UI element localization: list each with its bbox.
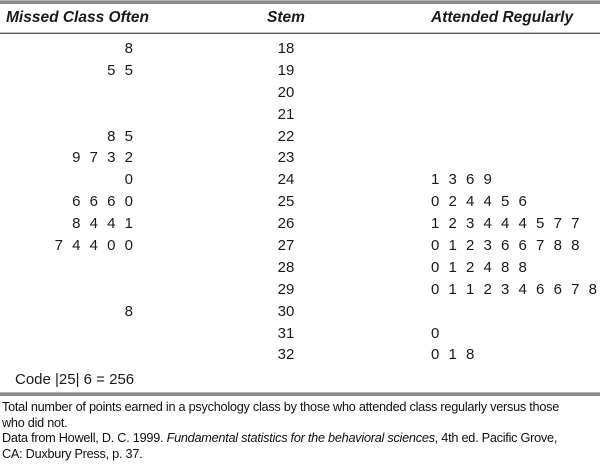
right-leaves: 0 1 2 3 6 6 7 8 8 — [431, 237, 580, 255]
stem-leaf-row — [0, 323, 600, 345]
figure-caption — [0, 396, 600, 462]
stem-value: 25 — [277, 193, 295, 211]
citation-suffix: , 4th ed. Pacific Grove, — [434, 431, 558, 445]
citation-title: Fundamental statistics for the behavioral sciences — [166, 431, 435, 445]
left-leaves: 8 — [124, 302, 133, 320]
stem-value: 21 — [277, 105, 295, 123]
stem-leaf-row — [0, 104, 600, 126]
header-missed-class-often: Missed Class Often — [6, 9, 149, 26]
stem-leaf-row — [0, 169, 600, 191]
stem-leaf-row — [0, 279, 600, 301]
caption-citation — [2, 431, 598, 447]
stem-leaf-row — [0, 257, 600, 279]
caption-citation-line-2: CA: Duxbury Press, p. 37. — [2, 446, 143, 461]
right-leaves: 1 2 3 4 4 4 5 7 7 — [431, 215, 580, 233]
header-stem: Stem — [267, 9, 305, 26]
header-attended-regularly: Attended Regularly — [431, 9, 574, 26]
right-leaves: 0 1 2 4 8 8 — [431, 258, 527, 276]
left-leaves: 7 4 4 0 0 — [54, 237, 133, 255]
left-leaves: 0 — [124, 171, 133, 189]
left-leaves: 6 6 6 0 — [72, 193, 133, 211]
caption-line-1: Total number of points earned in a psychology class by those who attended class regularly versus those — [2, 400, 560, 414]
right-leaves: 0 1 1 2 3 4 6 6 7 8 — [431, 280, 597, 298]
stem-value: 29 — [277, 280, 295, 298]
stem-value: 26 — [277, 215, 295, 233]
caption-line-2: who did not. — [2, 415, 68, 430]
stem-value: 30 — [277, 302, 295, 320]
stem-value: 31 — [277, 324, 295, 342]
left-leaves: 5 5 — [107, 61, 133, 79]
stem-value: 19 — [277, 61, 295, 79]
stem-leaf-row — [0, 60, 600, 82]
left-leaves: 8 — [124, 40, 133, 57]
code-note: Code |25| 6 = 256 — [15, 371, 135, 388]
stem-leaf-row — [0, 147, 600, 169]
stem-value: 32 — [277, 346, 295, 364]
stem-leaf-row — [0, 213, 600, 235]
right-leaves: 0 — [431, 324, 440, 342]
stem-leaf-row — [0, 235, 600, 257]
table-header — [0, 4, 600, 32]
stem-leaf-row — [0, 126, 600, 148]
stem-leaf-row — [0, 191, 600, 213]
stem-value: 23 — [277, 149, 295, 167]
right-leaves: 0 1 8 — [431, 346, 475, 364]
stem-value: 28 — [277, 258, 295, 276]
stem-value: 24 — [277, 171, 295, 189]
stem-leaf-row — [0, 82, 600, 104]
right-leaves: 0 2 4 4 5 6 — [431, 193, 527, 211]
stem-leaf-row — [0, 38, 600, 60]
stem-leaf-rows — [0, 34, 600, 367]
right-leaves: 1 3 6 9 — [431, 171, 492, 189]
left-leaves: 8 5 — [107, 127, 133, 145]
citation-prefix: Data from Howell, D. C. 1999. — [2, 431, 167, 445]
stem-value: 22 — [277, 127, 295, 145]
left-leaves: 8 4 4 1 — [72, 215, 133, 233]
stem-value: 18 — [277, 40, 295, 57]
stem-value: 20 — [277, 83, 295, 101]
stem-value: 27 — [277, 237, 295, 255]
left-leaves: 9 7 3 2 — [72, 149, 133, 167]
stem-leaf-row — [0, 301, 600, 323]
stem-leaf-row — [0, 344, 600, 366]
